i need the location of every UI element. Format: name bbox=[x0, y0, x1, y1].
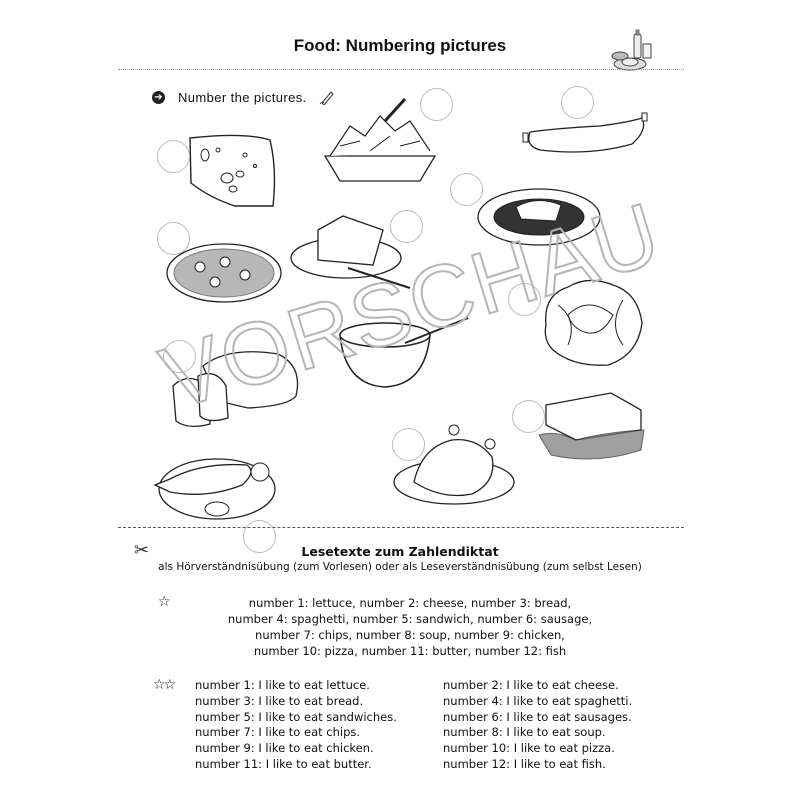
sentence: number 1: I like to eat lettuce. bbox=[195, 678, 370, 692]
sentence: number 7: I like to eat chips. bbox=[195, 725, 361, 740]
level2-right-column bbox=[443, 678, 632, 773]
star-icon: ☆ bbox=[158, 594, 171, 610]
level1-line: number 7: chips, number 8: soup, number 9: chicken, bbox=[255, 628, 565, 642]
sausage-picture bbox=[520, 110, 650, 160]
sentence: number 8: I like to eat soup. bbox=[443, 725, 606, 740]
number-circle[interactable] bbox=[163, 340, 196, 373]
number-circle[interactable] bbox=[392, 428, 425, 461]
watermark: VORSCHAU bbox=[150, 182, 672, 429]
food-pictures bbox=[140, 110, 680, 520]
lettuce-picture bbox=[538, 275, 648, 370]
sandwich-picture bbox=[536, 390, 648, 465]
instruction bbox=[152, 88, 335, 106]
instruction-text: Number the pictures. bbox=[178, 89, 307, 105]
spaghetti-picture bbox=[476, 185, 602, 247]
number-circle[interactable] bbox=[420, 88, 453, 121]
reading-title: Lesetexte zum Zahlendiktat bbox=[301, 544, 499, 559]
number-circle[interactable] bbox=[390, 210, 423, 243]
level1-text bbox=[180, 595, 640, 659]
page-title: Food: Numbering pictures bbox=[293, 36, 507, 55]
sentence: number 9: I like to eat chicken. bbox=[195, 741, 374, 756]
two-stars-icon: ☆☆ bbox=[153, 677, 175, 693]
sentence: number 5: I like to eat sandwiches. bbox=[195, 709, 397, 724]
scissors-icon: ✂ bbox=[134, 540, 150, 561]
reading-subtitle: als Hörverständnisübung (zum Vorlesen) oder als Leseverständnisübung (zum selbst Lesen) bbox=[158, 561, 642, 573]
cut-line bbox=[118, 527, 684, 528]
arrow-circle-icon: ➔ bbox=[152, 91, 165, 104]
sentence: number 12: I like to eat fish. bbox=[443, 756, 606, 771]
number-circle[interactable] bbox=[450, 173, 483, 206]
level2-left-column bbox=[195, 678, 397, 773]
header-divider bbox=[118, 69, 684, 70]
soup-picture bbox=[335, 315, 475, 395]
sentence: number 6: I like to eat sausages. bbox=[443, 709, 632, 724]
fish-picture bbox=[152, 437, 290, 522]
sentence: number 10: I like to eat pizza. bbox=[443, 741, 615, 756]
sentence: number 11: I like to eat butter. bbox=[195, 756, 372, 771]
sentence: number 3: I like to eat bread. bbox=[195, 693, 364, 708]
cheese-picture bbox=[185, 128, 280, 213]
food-basket-icon bbox=[606, 28, 656, 72]
level1-line: number 1: lettuce, number 2: cheese, number 3: bread, bbox=[248, 596, 572, 610]
level1-line: number 10: pizza, number 11: butter, number 12: fish bbox=[253, 644, 567, 658]
number-circle[interactable] bbox=[157, 222, 190, 255]
sentence: number 4: I like to eat spaghetti. bbox=[443, 693, 633, 708]
sentence: number 2: I like to eat cheese. bbox=[443, 678, 619, 692]
number-circle[interactable] bbox=[157, 140, 190, 173]
level1-line: number 4: spaghetti, number 5: sandwich, number 6: sausage, bbox=[227, 612, 593, 626]
number-circle[interactable] bbox=[508, 283, 541, 316]
